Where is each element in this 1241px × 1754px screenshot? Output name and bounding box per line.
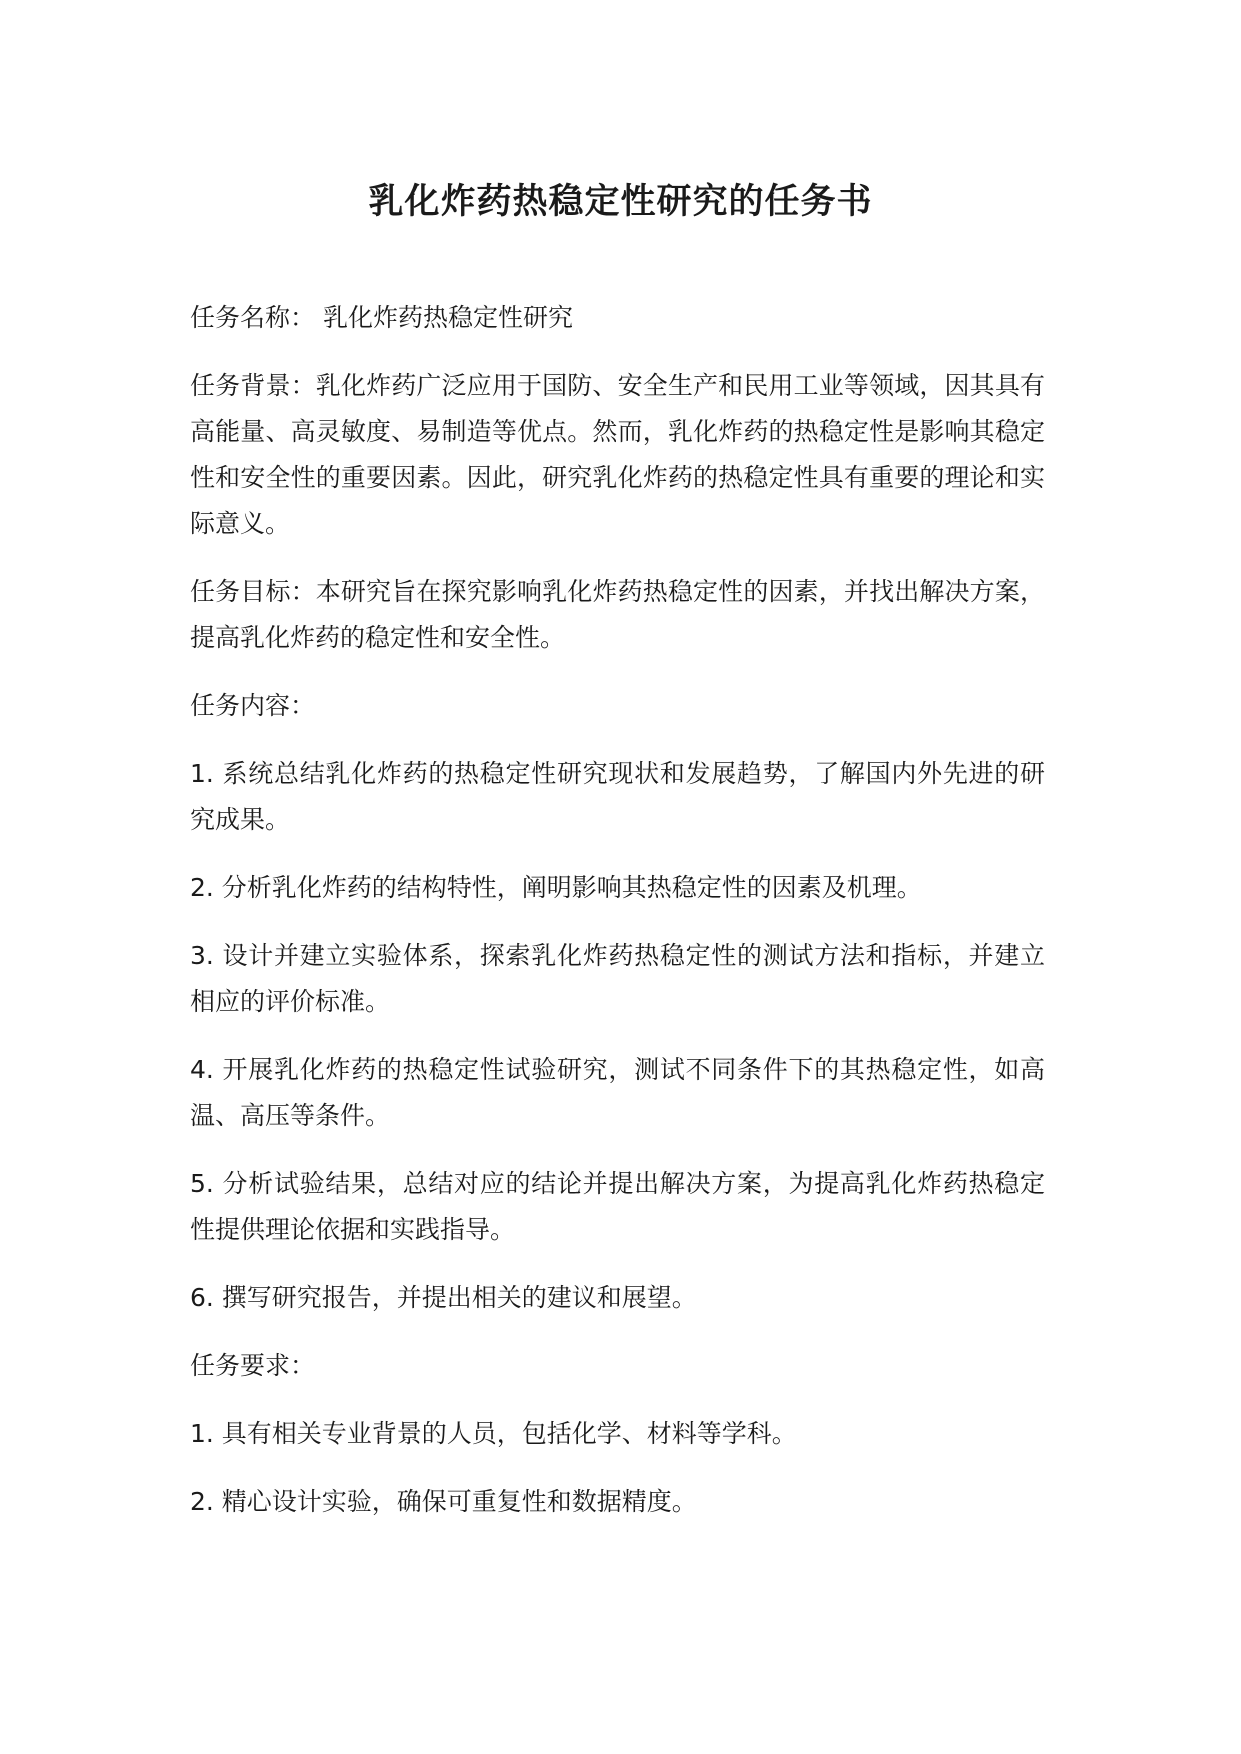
task-name-paragraph: 任务名称： 乳化炸药热稳定性研究 [190,303,573,332]
content-item-2: 2. 分析乳化炸药的结构特性，阐明影响其热稳定性的因素及机理。 [190,873,922,902]
document-body [190,295,1045,1547]
content-item-6: 6. 撰写研究报告，并提出相关的建议和展望。 [190,1283,697,1312]
content-item-5: 5. 分析试验结果，总结对应的结论并提出解决方案，为提高乳化炸药热稳定性提供理论依据和实践指导。 [190,1169,1045,1244]
task-background-paragraph: 任务背景：乳化炸药广泛应用于国防、安全生产和民用工业等领域，因其具有高能量、高灵敏度、易制造等优点。然而，乳化炸药的热稳定性是影响其稳定性和安全性的重要因素。因此，研究乳化炸药的热稳定性具有重要的理论和实际意义。 [190,371,1045,538]
content-item-4: 4. 开展乳化炸药的热稳定性试验研究，测试不同条件下的其热稳定性，如高温、高压等条件。 [190,1055,1045,1130]
requirement-item-1: 1. 具有相关专业背景的人员，包括化学、材料等学科。 [190,1419,797,1448]
document-title: 乳化炸药热稳定性研究的任务书 [368,182,873,222]
content-item-1: 1. 系统总结乳化炸药的热稳定性研究现状和发展趋势，了解国内外先进的研究成果。 [190,759,1045,834]
requirement-item-2: 2. 精心设计实验，确保可重复性和数据精度。 [190,1487,697,1516]
content-item-3: 3. 设计并建立实验体系，探索乳化炸药热稳定性的测试方法和指标，并建立相应的评价标准。 [190,941,1045,1016]
task-content-heading: 任务内容： [190,691,316,720]
task-requirements-heading: 任务要求： [190,1351,316,1380]
task-goal-paragraph: 任务目标：本研究旨在探究影响乳化炸药热稳定性的因素，并找出解决方案，提高乳化炸药的稳定性和安全性。 [190,577,1045,652]
